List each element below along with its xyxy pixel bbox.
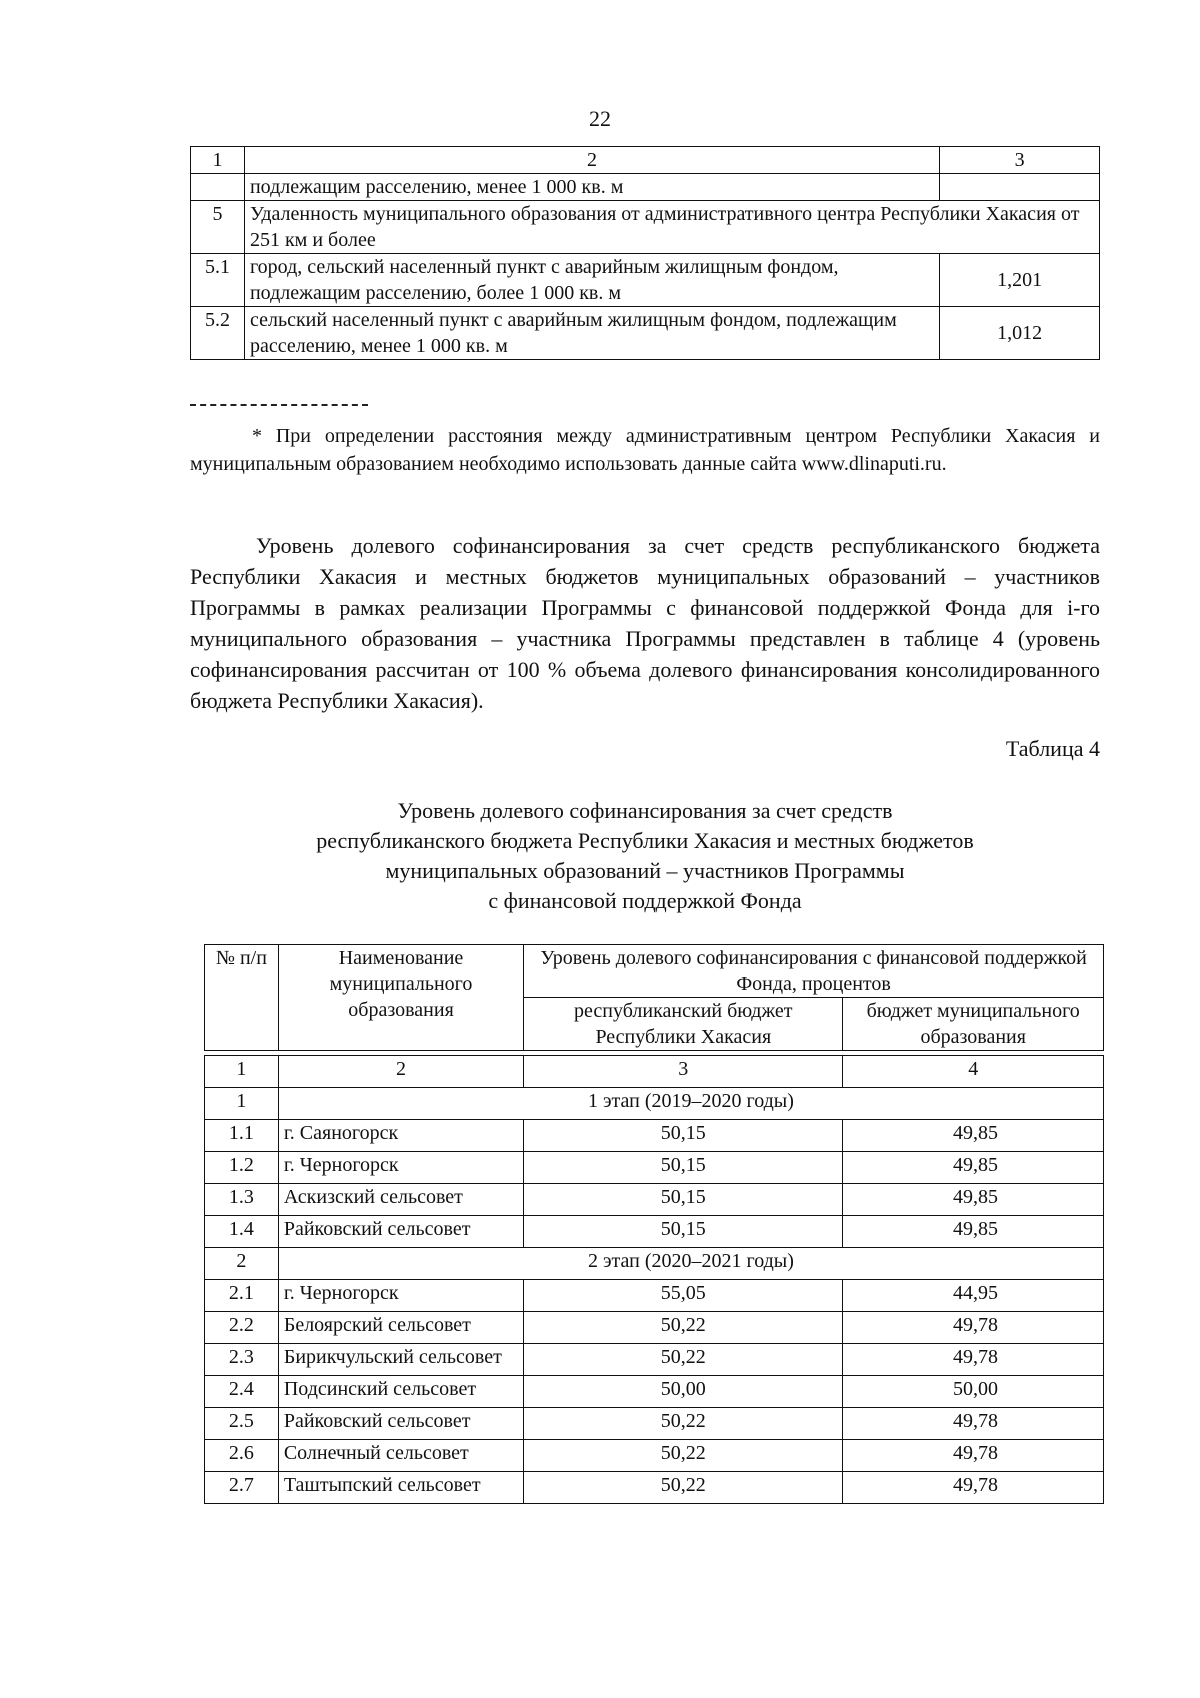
header-republic: республиканский бюджет Республики Хакасия: [524, 998, 843, 1051]
row-name: г. Черногорск: [278, 1152, 523, 1184]
stage-label: 1 этап (2019–2020 годы): [278, 1088, 1103, 1120]
stage-label: 2 этап (2020–2021 годы): [278, 1248, 1103, 1280]
table-title-line: муниципальных образований – участников Программы: [385, 858, 905, 883]
row-republic: 50,22: [524, 1312, 843, 1344]
row-number: 5.2: [191, 307, 245, 360]
col-number-4: 4: [843, 1056, 1104, 1088]
col-number-1: 1: [191, 147, 245, 174]
row-number: 1.1: [205, 1120, 279, 1152]
table-title: [190, 796, 1100, 916]
table-label: Таблица 4: [1005, 736, 1100, 761]
table-row: [205, 1280, 1104, 1312]
row-municipal: 49,85: [843, 1216, 1104, 1248]
stage-row: [205, 1088, 1104, 1120]
table-row: [205, 1216, 1104, 1248]
row-number: 2.6: [205, 1440, 279, 1472]
row-name: Аскизский сельсовет: [278, 1184, 523, 1216]
row-republic: 50,15: [524, 1216, 843, 1248]
row-republic: 50,22: [524, 1344, 843, 1376]
row-municipal: 49,85: [843, 1184, 1104, 1216]
footnote-text: * При определении расстояния между административным центром Республики Хакасия и муниципальным образованием необходимо использовать данные сайта: [190, 425, 1100, 475]
stage-number: 2: [205, 1248, 279, 1280]
row-republic: 50,00: [524, 1376, 843, 1408]
row-name: Таштыпский сельсовет: [278, 1472, 523, 1504]
row-value: 1,201: [940, 254, 1100, 307]
row-municipal: 49,78: [843, 1408, 1104, 1440]
col-number-3: 3: [940, 147, 1100, 174]
col-number-1: 1: [205, 1056, 279, 1088]
table-title-line: республиканского бюджета Республики Хакасия и местных бюджетов: [316, 828, 974, 853]
stage-row: [205, 1248, 1104, 1280]
row-number: 2.3: [205, 1344, 279, 1376]
table-row: [205, 1440, 1104, 1472]
table-row: [205, 1312, 1104, 1344]
row-name: Подсинский сельсовет: [278, 1376, 523, 1408]
row-republic: 50,22: [524, 1472, 843, 1504]
row-name: сельский населенный пункт с аварийным жилищным фондом, подлежащим расселению, менее 1 000 кв. м: [244, 307, 939, 360]
table-row: [205, 1472, 1104, 1504]
table-row: [191, 254, 1100, 307]
table-header-row: [191, 147, 1100, 174]
column-number-row: [205, 1056, 1104, 1088]
row-municipal: 49,78: [843, 1472, 1104, 1504]
row-name: Удаленность муниципального образования от административного центра Республики Хакасия от 251 км и более: [244, 201, 1099, 254]
row-municipal: 49,78: [843, 1344, 1104, 1376]
header-num: № п/п: [205, 945, 279, 1051]
table-row: [191, 174, 1100, 201]
table-row: [205, 1120, 1104, 1152]
row-republic: 50,15: [524, 1152, 843, 1184]
row-number: 1.3: [205, 1184, 279, 1216]
row-number: 5: [191, 201, 245, 254]
row-municipal: 49,85: [843, 1152, 1104, 1184]
row-municipal: 44,95: [843, 1280, 1104, 1312]
col-number-2: 2: [244, 147, 939, 174]
row-number: 2.2: [205, 1312, 279, 1344]
table-row: [205, 1376, 1104, 1408]
table-header-row: [205, 945, 1104, 998]
criteria-table-continued: [190, 146, 1100, 360]
row-municipal: 49,78: [843, 1440, 1104, 1472]
row-name: Райковский сельсовет: [278, 1216, 523, 1248]
row-municipal: 49,85: [843, 1120, 1104, 1152]
header-municipal: бюджет муниципального образования: [843, 998, 1104, 1051]
body-paragraph: Уровень долевого софинансирования за счет средств республиканского бюджета Республики Хакасия и местных бюджетов муниципальных образований – участников Программы в рамках реализации Программы с финансовой поддержкой Фонда для i-го муниципального образования – участника Программы представлен в таблице 4 (уровень софинансирования рассчитан от 100 % объема долевого финансирования консолидированного бюджета Республики Хакасия).: [190, 533, 1100, 713]
row-number: 2.7: [205, 1472, 279, 1504]
table-row: [205, 1184, 1104, 1216]
row-municipal: 49,78: [843, 1312, 1104, 1344]
row-municipal: 50,00: [843, 1376, 1104, 1408]
row-name: Белоярский сельсовет: [278, 1312, 523, 1344]
page-number: 22: [589, 106, 611, 131]
row-republic: 50,22: [524, 1408, 843, 1440]
row-name: Солнечный сельсовет: [278, 1440, 523, 1472]
col-number-2: 2: [278, 1056, 523, 1088]
table-row: [191, 201, 1100, 254]
row-number: 2.1: [205, 1280, 279, 1312]
table-title-line: с финансовой поддержкой Фонда: [488, 888, 802, 913]
table-row: [205, 1344, 1104, 1376]
table-row: [191, 307, 1100, 360]
row-republic: 55,05: [524, 1280, 843, 1312]
header-name: Наименование муниципального образования: [278, 945, 523, 1051]
table-row: [205, 1152, 1104, 1184]
cofinancing-table: [204, 944, 1104, 1504]
row-name: г. Черногорск: [278, 1280, 523, 1312]
table-row: [205, 1408, 1104, 1440]
row-number: 2.4: [205, 1376, 279, 1408]
row-value: [940, 174, 1100, 201]
row-name: Райковский сельсовет: [278, 1408, 523, 1440]
row-name: Бирикчульский сельсовет: [278, 1344, 523, 1376]
row-number: 1.4: [205, 1216, 279, 1248]
stage-number: 1: [205, 1088, 279, 1120]
row-name: подлежащим расселению, менее 1 000 кв. м: [244, 174, 939, 201]
row-number: 5.1: [191, 254, 245, 307]
footnote: [190, 422, 1100, 478]
row-name: г. Саяногорск: [278, 1120, 523, 1152]
table-title-line: Уровень долевого софинансирования за счет средств: [397, 798, 893, 823]
footnote-separator: [190, 404, 368, 406]
row-republic: 50,15: [524, 1120, 843, 1152]
col-number-3: 3: [524, 1056, 843, 1088]
footnote-site: www.dlinaputi.ru.: [801, 453, 947, 475]
row-name: город, сельский населенный пункт с аварийным жилищным фондом, подлежащим расселению, более 1 000 кв. м: [244, 254, 939, 307]
row-number: 1.2: [205, 1152, 279, 1184]
row-republic: 50,22: [524, 1440, 843, 1472]
row-number: 2.5: [205, 1408, 279, 1440]
header-level: Уровень долевого софинансирования с финансовой поддержкой Фонда, процентов: [524, 945, 1104, 998]
row-republic: 50,15: [524, 1184, 843, 1216]
row-value: 1,012: [940, 307, 1100, 360]
row-number: [191, 174, 245, 201]
